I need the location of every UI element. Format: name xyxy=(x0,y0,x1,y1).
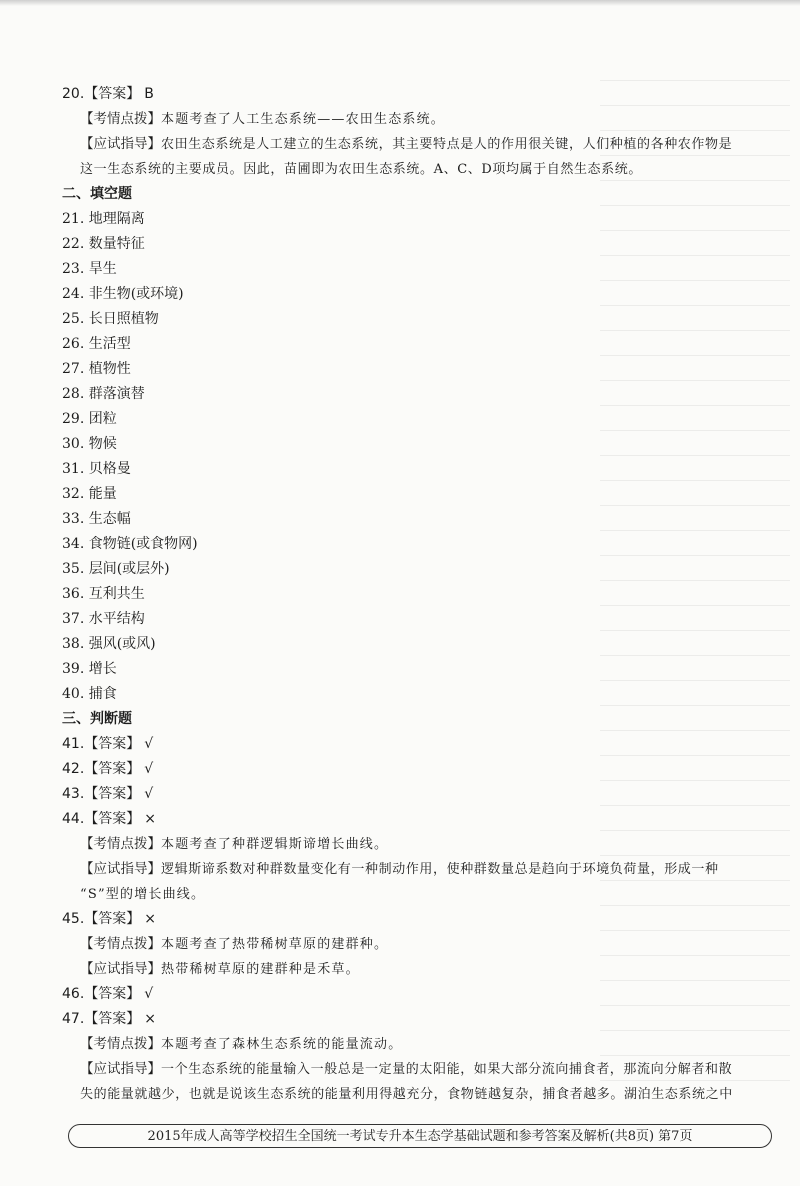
q46-number: 46. xyxy=(62,986,85,1002)
fill-item: 32. 能量 xyxy=(62,486,117,502)
fill-item: 34. 食物链(或食物网) xyxy=(62,536,198,552)
fill-item: 21. 地理隔离 xyxy=(62,211,145,227)
q20-guide-tag: 【应试指导】 xyxy=(80,136,161,152)
q43-number: 43. xyxy=(62,786,85,802)
fill-item: 36. 互利共生 xyxy=(62,586,145,602)
q42-answer xyxy=(62,757,774,782)
q45-point xyxy=(62,932,774,957)
q44-guide-1 xyxy=(62,857,774,882)
q47-point xyxy=(62,1032,774,1057)
q42-answer-tag: 【答案】 xyxy=(84,761,141,777)
q47-point-tag: 【考情点拨】 xyxy=(80,1036,161,1052)
fill-item: 30. 物候 xyxy=(62,436,117,452)
q43-answer xyxy=(62,782,774,807)
q47-guide-text-2: 失的能量就越少，也就是说该生态系统的能量利用得越充分，食物链越复杂，捕食者越多。湖泊生态系统之中 xyxy=(80,1087,733,1102)
q46-answer-tag: 【答案】 xyxy=(84,986,141,1002)
q47-guide-tag: 【应试指导】 xyxy=(80,1061,161,1077)
q44-guide-tag: 【应试指导】 xyxy=(80,861,161,877)
q45-guide-tag: 【应试指导】 xyxy=(80,961,161,977)
q47-guide-2 xyxy=(62,1082,774,1107)
q44-point-tag: 【考情点拨】 xyxy=(80,836,161,852)
q44-guide-text-2: “S”型的增长曲线。 xyxy=(80,887,206,902)
page-footer: 2015年成人高等学校招生全国统一考试专升本生态学基础试题和参考答案及解析(共8页) 第7页 xyxy=(68,1124,772,1148)
q20-guide-1 xyxy=(62,132,774,157)
q20-guide-2 xyxy=(62,157,774,182)
q41-number: 41. xyxy=(62,736,85,752)
q47-guide-text-1: 一个生态系统的能量输入一般总是一定量的太阳能，如果大部分流向捕食者，那流向分解者和散 xyxy=(161,1062,733,1077)
q20-point xyxy=(62,107,774,132)
section-fill-heading: 二、填空题 xyxy=(62,186,132,202)
q44-point-text: 本题考查了种群逻辑斯谛增长曲线。 xyxy=(161,837,389,852)
fill-item: 37. 水平结构 xyxy=(62,611,145,627)
fill-item: 23. 旱生 xyxy=(62,261,117,277)
q47-answer xyxy=(62,1007,774,1032)
fill-item: 40. 捕食 xyxy=(62,686,117,702)
q20-guide-text-1: 农田生态系统是人工建立的生态系统，其主要特点是人的作用很关键，人们种植的各种农作物是 xyxy=(161,137,733,152)
q44-answer-tag: 【答案】 xyxy=(84,811,141,827)
q41-answer-tag: 【答案】 xyxy=(84,736,141,752)
q45-answer-tag: 【答案】 xyxy=(84,911,141,927)
q45-guide-text: 热带稀树草原的建群种是禾草。 xyxy=(161,962,360,977)
q44-guide-text-1: 逻辑斯谛系数对种群数量变化有一种制动作用，使种群数量总是趋向于环境负荷量，形成一种 xyxy=(161,862,719,877)
q20-guide-text-2: 这一生态系统的主要成员。因此，苗圃即为农田生态系统。A、C、D项均属于自然生态系统。 xyxy=(80,162,642,177)
q41-answer-value: √ xyxy=(144,736,154,752)
q44-guide-2 xyxy=(62,882,774,907)
q46-answer xyxy=(62,982,774,1007)
q45-guide xyxy=(62,957,774,982)
q20-answer-tag: 【答案】 xyxy=(84,86,141,102)
fill-item: 31. 贝格曼 xyxy=(62,461,131,477)
fill-item: 38. 强风(或风) xyxy=(62,636,156,652)
q47-answer-value: × xyxy=(144,1011,156,1027)
q44-point xyxy=(62,832,774,857)
fill-item: 39. 增长 xyxy=(62,661,117,677)
q20-point-tag: 【考情点拨】 xyxy=(80,111,161,127)
fill-item: 25. 长日照植物 xyxy=(62,311,159,327)
fill-item: 24. 非生物(或环境) xyxy=(62,286,184,302)
q41-answer xyxy=(62,732,774,757)
q45-point-text: 本题考查了热带稀树草原的建群种。 xyxy=(161,937,389,952)
q44-answer-value: × xyxy=(144,811,156,827)
fill-item: 26. 生活型 xyxy=(62,336,131,352)
q45-point-tag: 【考情点拨】 xyxy=(80,936,161,952)
section-judge-heading: 三、判断题 xyxy=(62,711,132,727)
q47-answer-tag: 【答案】 xyxy=(84,1011,141,1027)
q44-number: 44. xyxy=(62,811,85,827)
q20-point-text: 本题考查了人工生态系统——农田生态系统。 xyxy=(161,112,446,127)
q42-answer-value: √ xyxy=(144,761,154,777)
fill-item: 35. 层间(或层外) xyxy=(62,561,170,577)
fill-list xyxy=(62,207,774,707)
fill-item: 28. 群落演替 xyxy=(62,386,145,402)
q20-answer-value: B xyxy=(144,86,154,102)
answer-content xyxy=(62,82,774,1107)
q43-answer-value: √ xyxy=(144,786,154,802)
fill-item: 27. 植物性 xyxy=(62,361,131,377)
fill-item: 22. 数量特征 xyxy=(62,236,145,252)
fill-item: 29. 团粒 xyxy=(62,411,117,427)
q20-answer xyxy=(62,82,774,107)
fill-item: 33. 生态幅 xyxy=(62,511,131,527)
q43-answer-tag: 【答案】 xyxy=(84,786,141,802)
q46-answer-value: √ xyxy=(144,986,154,1002)
q42-number: 42. xyxy=(62,761,85,777)
q45-answer xyxy=(62,907,774,932)
scan-edge xyxy=(0,0,800,6)
q47-guide-1 xyxy=(62,1057,774,1082)
q44-answer xyxy=(62,807,774,832)
q20-number: 20. xyxy=(62,86,85,102)
q47-number: 47. xyxy=(62,1011,85,1027)
q47-point-text: 本题考查了森林生态系统的能量流动。 xyxy=(161,1037,403,1052)
q45-answer-value: × xyxy=(144,911,156,927)
q45-number: 45. xyxy=(62,911,85,927)
